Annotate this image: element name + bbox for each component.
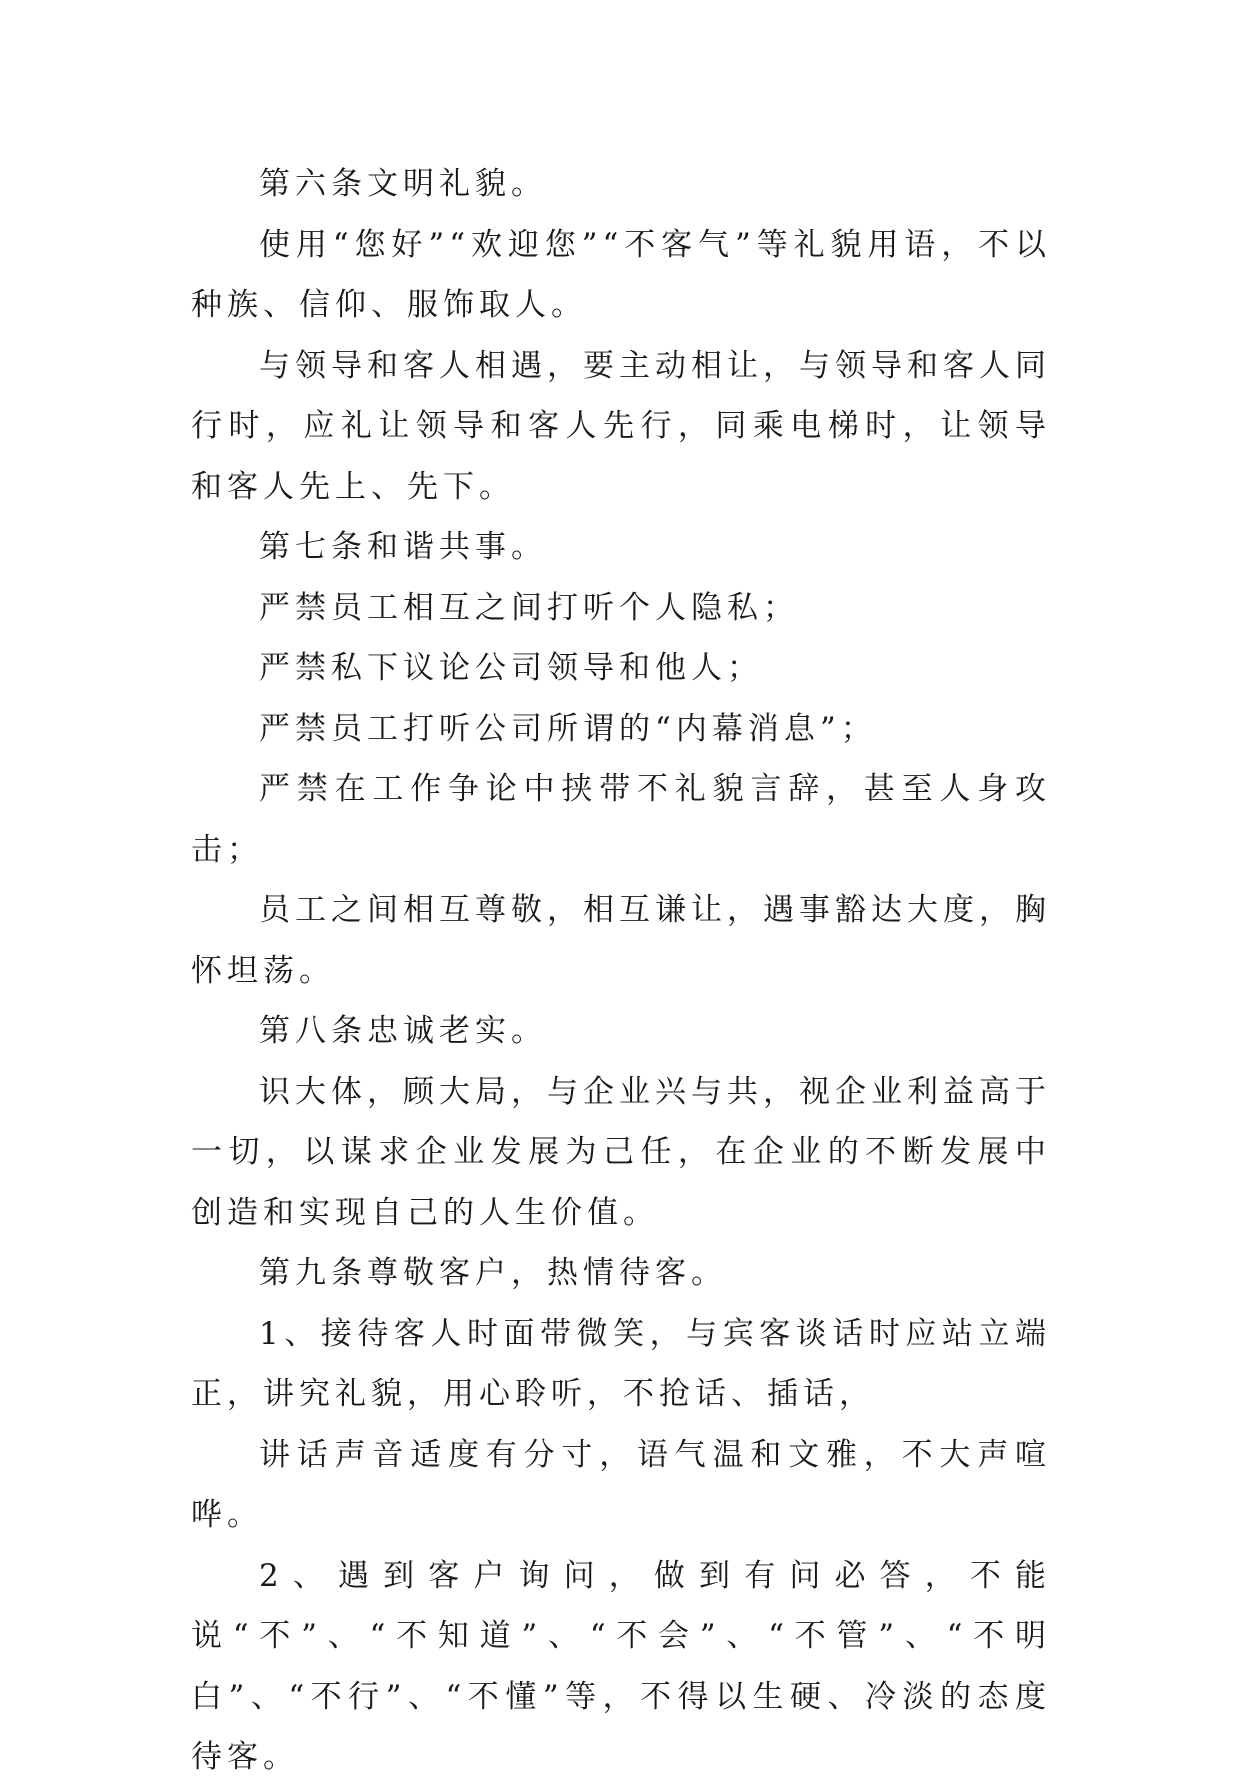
document-body	[191, 154, 1051, 1788]
paragraph-speaking-voice: 讲话声音适度有分寸，语气温和文雅，不大声喧哗。	[191, 1436, 1051, 1533]
item-2-inquiries: 2、遇到客户询问，做到有问必答，不能说“不”、“不知道”、“不会”、“不管”、“不明白”、“不行”、“不懂”等，不得以生硬、冷淡的态度待客。	[191, 1557, 1051, 1775]
rule-gossip: 严禁私下议论公司领导和他人；	[259, 650, 763, 686]
paragraph-polite-language: 使用“您好”“欢迎您”“不客气”等礼貌用语，不以种族、信仰、服饰取人。	[191, 226, 1051, 323]
paragraph-mutual-respect: 员工之间相互尊敬，相互谦让，遇事豁达大度，胸怀坦荡。	[191, 892, 1051, 989]
article-6-heading: 第六条文明礼貌。	[259, 166, 547, 202]
paragraph-yield-to-leaders: 与领导和客人相遇，要主动相让，与领导和客人同行时，应礼让领导和客人先行，同乘电梯时，让领导和客人先上、先下。	[191, 347, 1051, 505]
paragraph-loyalty: 识大体，顾大局，与企业兴与共，视企业利益高于一切，以谋求企业发展为己任，在企业的不断发展中创造和实现自己的人生价值。	[191, 1073, 1051, 1231]
article-8-heading: 第八条忠诚老实。	[259, 1013, 547, 1049]
rule-inside-news: 严禁员工打听公司所谓的“内幕消息”；	[259, 710, 877, 747]
article-7-heading: 第七条和谐共事。	[259, 529, 547, 565]
item-1-reception: 1、接待客人时面带微笑，与宾客谈话时应站立端正，讲究礼貌，用心聆听，不抢话、插话，	[191, 1315, 1051, 1412]
rule-no-attacks: 严禁在工作争论中挟带不礼貌言辞，甚至人身攻击；	[191, 771, 1051, 868]
rule-privacy: 严禁员工相互之间打听个人隐私；	[259, 589, 799, 626]
article-9-heading: 第九条尊敬客户，热情待客。	[259, 1255, 727, 1291]
